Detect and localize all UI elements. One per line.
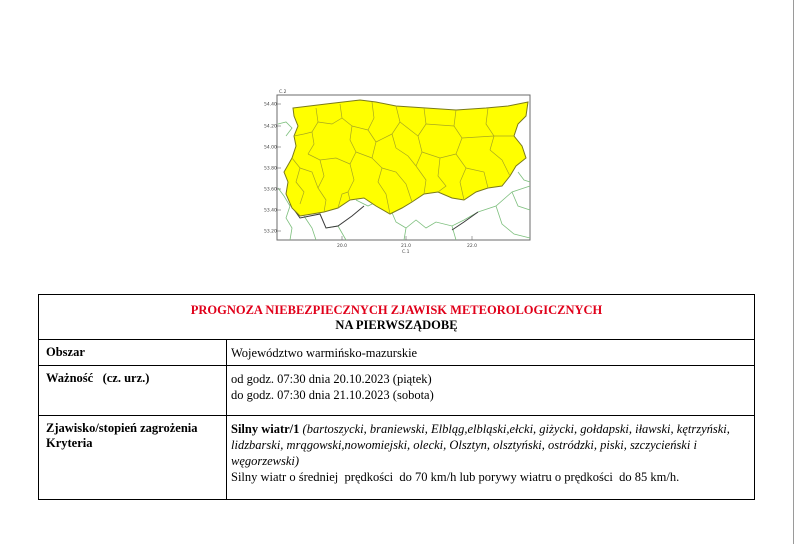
phenomenon-name: Silny wiatr/1 [231, 422, 300, 436]
map-left-label: 53.60 [264, 187, 277, 193]
warning-map [256, 88, 544, 254]
phenomenon-value [227, 416, 755, 500]
table-row [39, 340, 755, 366]
forecast-title: PROGNOZA NIEBEZPIECZNYCH ZJAWISK METEOROLOGICZNYCH [190, 303, 603, 317]
warning-map-svg [256, 88, 544, 254]
validity-to: do godz. 07:30 dnia 21.10.2023 (sobota) [231, 388, 434, 402]
table-header [39, 295, 755, 340]
table-row [39, 416, 755, 500]
map-left-label: 53.40 [264, 208, 277, 214]
phenomenon-counties: (bartoszycki, braniewski, Elbląg,elbląski,ełcki, giżycki, gołdapski, iławski, kętrzyński, lidzbarski, mrągowski,nowomiejski, olecki, Olsztyn, olsztyński, ostródzki, piski, szczycieński i węgorzewski) [231, 422, 730, 468]
criteria-label: Kryteria [46, 436, 93, 450]
criteria-text: Silny wiatr o średniej prędkości do 70 km/h lub porywy wiatru o prędkości do 85 km/h. [231, 470, 680, 484]
phenomenon-label: Zjawisko/stopień zagrożenia [46, 421, 198, 435]
area-label: Obszar [39, 340, 227, 366]
map-bottom-axis-title: C.1 [402, 250, 410, 254]
phenomenon-description [231, 421, 754, 469]
map-bottom-label: 20.0 [337, 244, 348, 249]
validity-value [227, 366, 755, 416]
table-row [39, 366, 755, 416]
validity-label-text: Ważność (cz. urz.) [46, 371, 150, 385]
validity-from: od godz. 07:30 dnia 20.10.2023 (piątek) [231, 372, 432, 386]
page-edge [793, 0, 794, 544]
map-left-label: 54.20 [264, 124, 277, 130]
forecast-subtitle: NA PIERWSZĄDOBĘ [335, 318, 458, 332]
map-left-label: 53.20 [264, 229, 277, 235]
area-value: Województwo warmińsko-mazurskie [227, 340, 755, 366]
map-left-label: 54.40 [264, 102, 277, 108]
table-header-row [39, 295, 755, 340]
map-left-label: 54.00 [264, 145, 277, 151]
phenomenon-labels [39, 416, 227, 500]
map-bottom-label: 22.0 [467, 244, 478, 249]
map-top-axis-label: C.2 [279, 90, 287, 95]
map-left-label: 53.80 [264, 166, 277, 172]
validity-label [39, 366, 227, 416]
map-bottom-label: 21.0 [401, 244, 412, 249]
forecast-table [38, 294, 755, 500]
